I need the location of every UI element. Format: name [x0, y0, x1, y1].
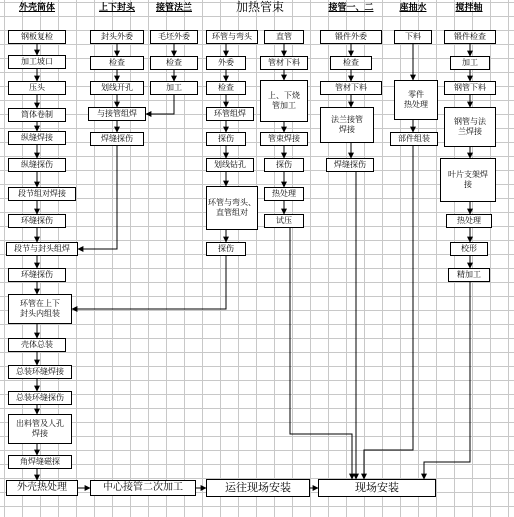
- step-long-seam-ndt: 纵缝探伤: [8, 158, 66, 172]
- step-nozzle-tube-cutting: 管材下料: [320, 81, 382, 95]
- step-ring-outsourcing: 外委: [206, 56, 246, 70]
- step-nozzle-weld-ndt: 焊缝探伤: [326, 158, 374, 172]
- step-shaft-forging-inspection: 锻件检查: [444, 30, 496, 44]
- step-forging-inspection: 检查: [330, 56, 372, 70]
- step-shaft-heat-treatment: 热处理: [446, 214, 492, 228]
- step-assembly-circ-weld: 总装环缝焊接: [8, 365, 72, 379]
- step-flange-machining: 加工: [150, 81, 198, 95]
- step-head-nozzle-weld: 与接管组焊: [88, 107, 146, 121]
- step-ring-inspection: 检查: [206, 81, 246, 95]
- header-agitator-shaft: 搅拌轴: [455, 3, 483, 13]
- step-ring-ndt: 探伤: [206, 132, 246, 146]
- step-straight-tube: 直管: [264, 30, 304, 44]
- step-bundle-weld: 管束焊接: [260, 132, 308, 146]
- step-flange-inspection: 检查: [150, 56, 198, 70]
- step-press-head: 压头: [8, 81, 66, 95]
- step-tube-flange-weld: 钢管与法 兰焊接: [444, 107, 496, 147]
- header-heads: 上下封头: [98, 3, 135, 13]
- header-nozzle-1-2: 接管一、二: [328, 3, 374, 13]
- step-section-head-weld: 段节与封头组焊: [6, 242, 78, 256]
- step-tube-machining: 上、下烧 管加工: [260, 80, 308, 122]
- step-circ-seam-ndt-2: 环缝探伤: [8, 268, 66, 282]
- step-head-weld-ndt: 焊缝探伤: [90, 132, 144, 146]
- step-tube-cutting: 管材下料: [260, 56, 308, 70]
- step-ring-final-ndt: 探伤: [206, 242, 246, 256]
- step-shaft-machining: 加工: [450, 56, 490, 70]
- step-ring-elbow: 环管与弯头: [206, 30, 258, 44]
- header-water-seat: 座抽水: [399, 3, 427, 13]
- step-pressure-test: 试压: [264, 214, 304, 228]
- step-bundle-heat-treatment: 热处理: [264, 187, 304, 201]
- step-steel-tube-cutting: 钢管下料: [444, 81, 496, 95]
- header-heating-bundle: 加热管束: [235, 0, 284, 14]
- step-circ-seam-ndt-1: 环缝探伤: [8, 214, 66, 228]
- step-fillet-mt: 角焊缝磁探: [8, 455, 72, 469]
- step-cylinder-rolling: 筒体卷制: [8, 108, 66, 122]
- step-head-outsourcing: 封头外委: [90, 30, 144, 44]
- step-finish-machining: 精加工: [448, 268, 490, 282]
- step-section-assembly-weld: 段节组对焊接: [8, 187, 76, 201]
- step-ship-to-site: 运往现场安装: [206, 479, 310, 497]
- step-shell-heat-treatment: 外壳热处理: [6, 480, 78, 496]
- step-center-nozzle-remachining: 中心接管二次加工: [90, 480, 196, 496]
- step-forging-outsourcing: 锻件外委: [320, 30, 382, 44]
- step-flange-nozzle-weld: 法兰接管 焊接: [320, 107, 374, 143]
- step-ring-elbow-straight-fit: 环管与弯头、直管组对: [206, 186, 258, 230]
- step-bevel-machining: 加工坡口: [8, 55, 66, 69]
- step-head-inspection: 检查: [90, 56, 144, 70]
- step-bundle-ndt: 探伤: [264, 158, 304, 172]
- step-assembly-circ-ndt: 总装环缝探伤: [8, 391, 72, 405]
- step-seat-cutting: 下料: [394, 30, 432, 44]
- step-blade-bracket-weld: 叶片支架焊 接: [440, 158, 496, 202]
- step-ring-pipe-assembly: 环管在上下 封头内组装: [8, 294, 72, 324]
- header-shell-cylinder: 外壳筒体: [18, 3, 55, 13]
- header-nozzle-flange: 接管法兰: [155, 3, 192, 13]
- step-ring-weld: 环管组焊: [206, 107, 254, 121]
- step-blank-outsourcing: 毛坯外委: [150, 30, 198, 44]
- step-straightening: 校形: [450, 242, 488, 256]
- step-part-heat-treatment: 零件 热处理: [394, 80, 438, 120]
- step-site-installation: 现场安装: [318, 479, 436, 497]
- step-plate-inspection: 钢板复检: [8, 30, 66, 44]
- step-ring-marking-drilling: 划线钻孔: [206, 158, 254, 172]
- step-outlet-manhole-weld: 出料管及人孔 焊接: [8, 414, 72, 444]
- step-component-assembly: 部件组装: [390, 132, 438, 146]
- step-shell-assembly: 壳体总装: [8, 338, 66, 352]
- step-long-seam-weld: 纵缝焊接: [8, 131, 66, 145]
- step-head-marking-drilling: 划线开孔: [90, 81, 144, 95]
